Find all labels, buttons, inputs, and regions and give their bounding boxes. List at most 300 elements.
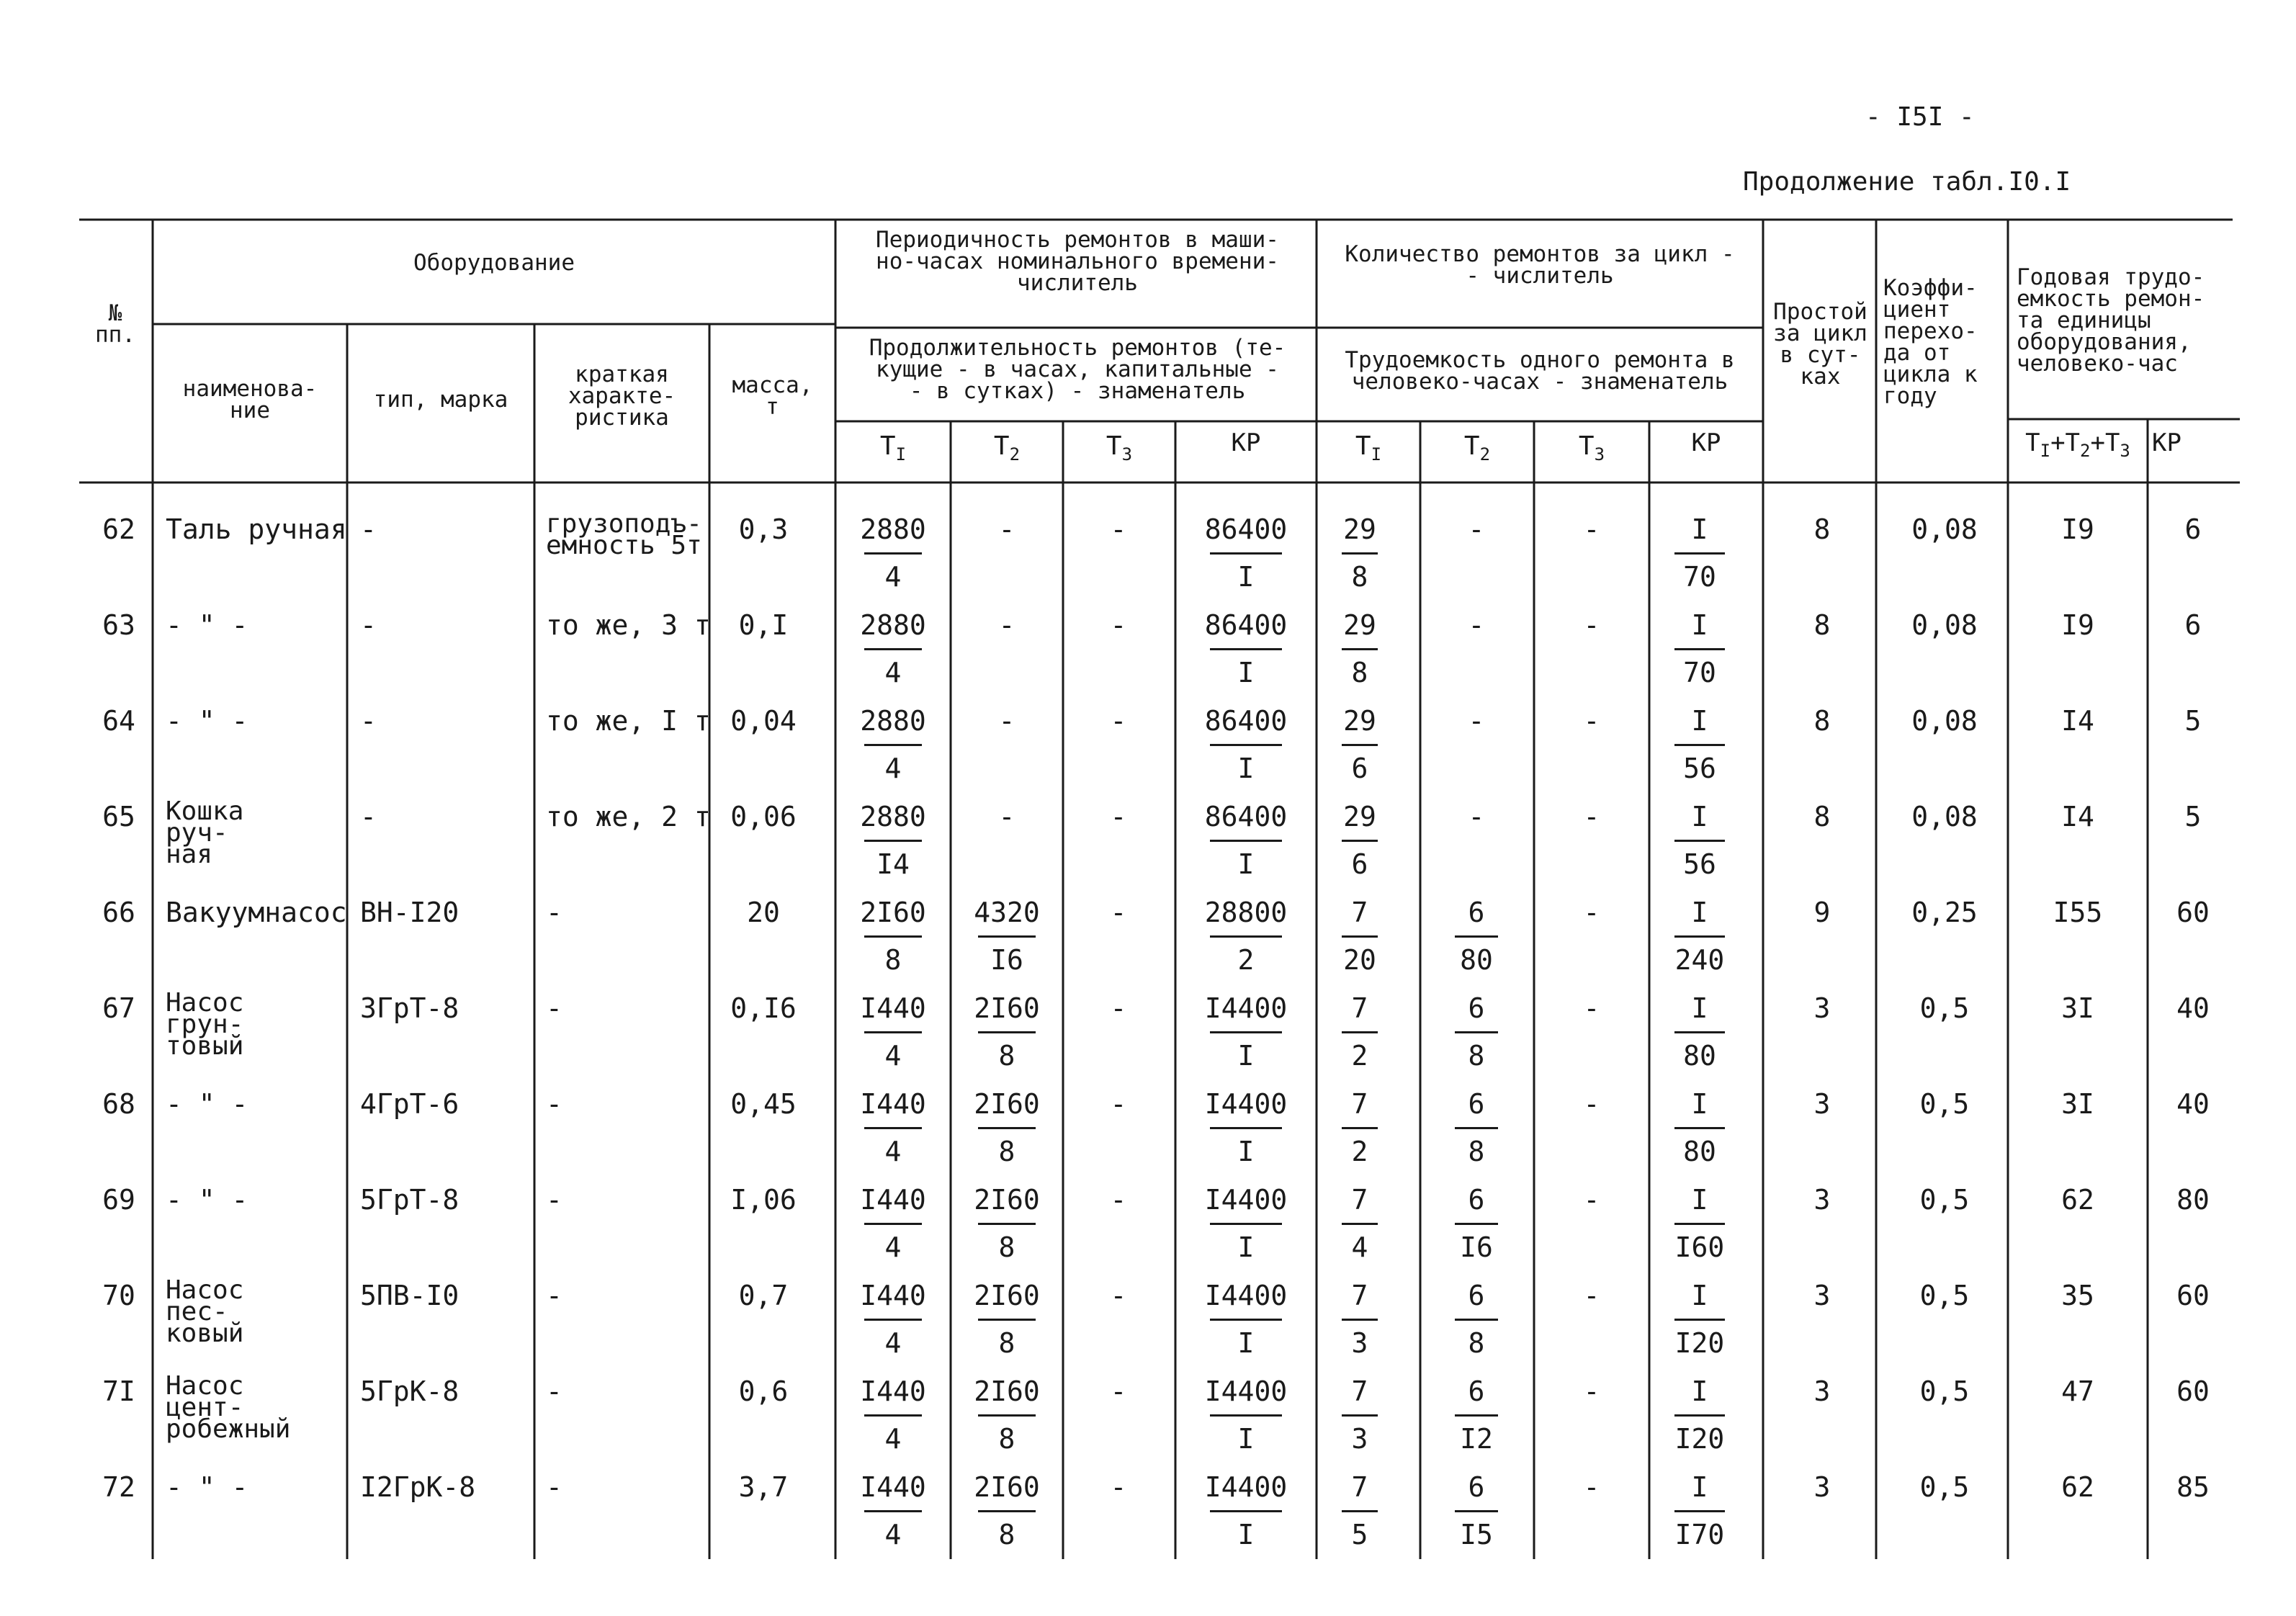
fraction-denominator: 80: [1683, 1040, 1716, 1072]
fraction-bar: [1210, 840, 1282, 842]
fraction-denominator: I: [1237, 1519, 1255, 1550]
cell-text: -: [1110, 1375, 1127, 1407]
fraction-denominator: I: [1237, 1231, 1255, 1263]
cell-text: -: [1110, 1184, 1127, 1216]
fraction-bar: [864, 935, 922, 938]
cell-text: I55: [2053, 897, 2103, 928]
fraction-numerator: I440: [860, 1375, 926, 1407]
cell-text: 3I: [2061, 992, 2094, 1024]
cell-text: -: [1110, 992, 1127, 1024]
cell-text: Насос цент- робежный: [166, 1371, 291, 1444]
fraction-numerator: 2880: [860, 801, 926, 832]
fraction-numerator: 7: [1351, 897, 1368, 928]
fraction-numerator: 4320: [974, 897, 1040, 928]
cell-text: 0,I: [738, 609, 789, 641]
cell-text: 60: [2176, 897, 2210, 928]
fraction-denominator: I: [1237, 848, 1255, 880]
fraction-denominator: 4: [884, 753, 902, 784]
cell-text: -: [1110, 705, 1127, 737]
fraction-bar: [1674, 840, 1725, 842]
cell-text: -: [546, 1088, 562, 1120]
fraction-numerator: I440: [860, 1280, 926, 1311]
fraction-bar: [1210, 1414, 1282, 1417]
fraction-denominator: I: [1237, 753, 1255, 784]
cell-text: 3: [1813, 1088, 1831, 1120]
fraction-bar: [1342, 840, 1378, 842]
cell-text: то же, I т: [546, 705, 711, 737]
fraction-numerator: 2880: [860, 609, 926, 641]
fraction-bar: [1455, 935, 1498, 938]
fraction-bar: [978, 1510, 1036, 1512]
fraction-bar: [1674, 1414, 1725, 1417]
cell-text: I4: [2061, 705, 2094, 737]
fraction-bar: [864, 648, 922, 650]
fraction-bar: [1342, 1031, 1378, 1033]
cell-text: 0,25: [1911, 897, 1978, 928]
cell-text: 0,08: [1911, 609, 1978, 641]
cell-text: Таль ручная: [166, 513, 347, 545]
cell-text: 7I: [102, 1375, 135, 1407]
cell-text: 3,7: [738, 1471, 789, 1503]
fraction-bar: [1674, 648, 1725, 650]
fraction-bar: [1342, 935, 1378, 938]
cell-text: 69: [102, 1184, 135, 1216]
cell-text: 3: [1813, 1280, 1831, 1311]
fraction-denominator: 2: [1351, 1136, 1368, 1167]
cell-text: 0,7: [738, 1280, 789, 1311]
fraction-denominator: 5: [1351, 1519, 1368, 1550]
cell-text: грузоподъ- емность 5т: [546, 509, 702, 560]
fraction-denominator: I: [1237, 1136, 1255, 1167]
header-number: № пп.: [95, 300, 135, 348]
cell-text: 72: [102, 1471, 135, 1503]
fraction-denominator: I6: [1460, 1231, 1493, 1263]
fraction-numerator: 86400: [1204, 801, 1288, 832]
cell-text: 0,5: [1919, 1375, 1970, 1407]
fraction-numerator: I4400: [1204, 1375, 1288, 1407]
fraction-numerator: 2I60: [860, 897, 926, 928]
fraction-numerator: 86400: [1204, 513, 1288, 545]
cell-text: I4: [2061, 801, 2094, 832]
fraction-bar: [1674, 1031, 1725, 1033]
cell-text: 9: [1813, 897, 1831, 928]
fraction-bar: [864, 744, 922, 746]
cell-text: -: [360, 609, 377, 641]
fraction-denominator: 70: [1683, 561, 1716, 593]
fraction-denominator: 70: [1683, 657, 1716, 688]
fraction-bar: [1674, 1319, 1725, 1321]
fraction-denominator: 3: [1351, 1327, 1368, 1359]
fraction-denominator: 20: [1343, 944, 1376, 976]
cell-text: -: [998, 801, 1015, 832]
fraction-numerator: I440: [860, 1184, 926, 1216]
fraction-numerator: I: [1691, 1280, 1708, 1311]
fraction-numerator: I440: [860, 1471, 926, 1503]
fraction-numerator: I4400: [1204, 1471, 1288, 1503]
header-period-t1: $T_I$: [879, 431, 907, 465]
cell-text: 40: [2176, 992, 2210, 1024]
fraction-numerator: 29: [1343, 801, 1376, 832]
fraction-bar: [864, 840, 922, 842]
cell-text: - " -: [166, 705, 248, 737]
cell-text: 62: [2061, 1184, 2094, 1216]
fraction-denominator: 8: [998, 1327, 1015, 1359]
cell-text: 66: [102, 897, 135, 928]
fraction-numerator: 6: [1468, 1471, 1485, 1503]
fraction-bar: [1210, 1031, 1282, 1033]
cell-text: -: [1110, 897, 1127, 928]
cell-text: 0,5: [1919, 1471, 1970, 1503]
fraction-denominator: I: [1237, 1040, 1255, 1072]
cell-text: I2ГрК-8: [360, 1471, 476, 1503]
cell-text: -: [1468, 513, 1485, 545]
cell-text: -: [546, 897, 562, 928]
header-count-kr: КР: [1691, 428, 1721, 457]
cell-text: -: [546, 1375, 562, 1407]
fraction-numerator: I: [1691, 1375, 1708, 1407]
cell-text: 5: [2184, 801, 2202, 832]
cell-text: -: [1110, 513, 1127, 545]
fraction-numerator: 7: [1351, 1375, 1368, 1407]
header-annual-kr: КР: [2152, 428, 2181, 457]
fraction-bar: [1674, 1510, 1725, 1512]
fraction-bar: [864, 1127, 922, 1129]
fraction-denominator: 56: [1683, 848, 1716, 880]
fraction-numerator: I: [1691, 705, 1708, 737]
fraction-numerator: 7: [1351, 1184, 1368, 1216]
cell-text: 0,5: [1919, 1280, 1970, 1311]
fraction-numerator: 29: [1343, 609, 1376, 641]
fraction-denominator: 8: [998, 1423, 1015, 1455]
header-coefficient: Коэффи- циент перехо- да от цикла к году: [1883, 275, 1978, 409]
fraction-bar: [1674, 744, 1725, 746]
cell-text: - " -: [166, 1471, 248, 1503]
fraction-bar: [864, 1319, 922, 1321]
fraction-denominator: 8: [1351, 561, 1368, 593]
fraction-bar: [864, 1510, 922, 1512]
cell-text: ВН-I20: [360, 897, 459, 928]
fraction-bar: [1210, 744, 1282, 746]
fraction-bar: [1455, 1223, 1498, 1225]
fraction-numerator: I440: [860, 1088, 926, 1120]
fraction-denominator: I: [1237, 1423, 1255, 1455]
cell-text: 8: [1813, 801, 1831, 832]
fraction-denominator: 4: [884, 561, 902, 593]
cell-text: 0,I6: [730, 992, 797, 1024]
cell-text: -: [1583, 1088, 1600, 1120]
cell-text: 40: [2176, 1088, 2210, 1120]
header-count: Количество ремонтов за цикл - - числитель: [1345, 241, 1735, 289]
cell-text: 63: [102, 609, 135, 641]
fraction-bar: [978, 1127, 1036, 1129]
cell-text: -: [1583, 705, 1600, 737]
cell-text: 0,08: [1911, 801, 1978, 832]
cell-text: 47: [2061, 1375, 2094, 1407]
fraction-numerator: I: [1691, 609, 1708, 641]
fraction-bar: [864, 1414, 922, 1417]
header-annual-sum: $T_I+T_2+T_3$: [2025, 428, 2130, 461]
fraction-bar: [1674, 935, 1725, 938]
fraction-bar: [1210, 552, 1282, 555]
fraction-bar: [1342, 744, 1378, 746]
cell-text: 3: [1813, 1184, 1831, 1216]
fraction-denominator: 240: [1674, 944, 1725, 976]
cell-text: Вакуумнасос: [166, 897, 347, 928]
fraction-denominator: 8: [998, 1231, 1015, 1263]
cell-text: -: [546, 1471, 562, 1503]
cell-text: 3: [1813, 992, 1831, 1024]
header-name: наименова- ние: [182, 376, 318, 423]
cell-text: 0,5: [1919, 992, 1970, 1024]
header-period-t3: $T_3$: [1106, 431, 1133, 465]
fraction-numerator: 2I60: [974, 1088, 1040, 1120]
fraction-numerator: 2880: [860, 705, 926, 737]
cell-text: 0,5: [1919, 1184, 1970, 1216]
fraction-numerator: 2I60: [974, 992, 1040, 1024]
fraction-numerator: I4400: [1204, 1184, 1288, 1216]
fraction-bar: [1674, 1223, 1725, 1225]
cell-text: 62: [2061, 1471, 2094, 1503]
fraction-bar: [1210, 648, 1282, 650]
cell-text: 5ГрК-8: [360, 1375, 459, 1407]
fraction-bar: [1674, 1127, 1725, 1129]
fraction-bar: [1210, 935, 1282, 938]
fraction-bar: [1455, 1510, 1498, 1512]
fraction-denominator: 8: [884, 944, 902, 976]
cell-text: 0,08: [1911, 705, 1978, 737]
fraction-denominator: 2: [1351, 1040, 1368, 1072]
cell-text: 6: [2184, 513, 2202, 545]
cell-text: 85: [2176, 1471, 2210, 1503]
fraction-denominator: 4: [884, 1519, 902, 1550]
fraction-numerator: 6: [1468, 1088, 1485, 1120]
cell-text: 0,6: [738, 1375, 789, 1407]
cell-text: 0,45: [730, 1088, 797, 1120]
fraction-bar: [1210, 1223, 1282, 1225]
cell-text: -: [1468, 801, 1485, 832]
fraction-bar: [978, 1223, 1036, 1225]
fraction-numerator: 28800: [1204, 897, 1288, 928]
fraction-bar: [1342, 648, 1378, 650]
fraction-numerator: I4400: [1204, 992, 1288, 1024]
fraction-numerator: 2I60: [974, 1471, 1040, 1503]
table-caption: Продолжение табл.I0.I: [1743, 167, 2071, 197]
fraction-denominator: I60: [1674, 1231, 1725, 1263]
cell-text: 4ГрТ-6: [360, 1088, 459, 1120]
fraction-numerator: I: [1691, 1184, 1708, 1216]
cell-text: 65: [102, 801, 135, 832]
cell-text: 5ГрТ-8: [360, 1184, 459, 1216]
cell-text: -: [360, 513, 377, 545]
fraction-numerator: 29: [1343, 705, 1376, 737]
cell-text: I9: [2061, 609, 2094, 641]
fraction-denominator: 6: [1351, 848, 1368, 880]
fraction-numerator: 6: [1468, 1184, 1485, 1216]
cell-text: -: [360, 801, 377, 832]
cell-text: I,06: [730, 1184, 797, 1216]
fraction-bar: [864, 552, 922, 555]
header-annual: Годовая трудо- емкость ремон- та единицы оборудования, человеко-час: [2017, 264, 2205, 377]
fraction-denominator: I70: [1674, 1519, 1725, 1550]
header-characteristic: краткая характе- ристика: [568, 362, 676, 431]
fraction-numerator: I: [1691, 1088, 1708, 1120]
cell-text: Кошка руч- ная: [166, 796, 244, 869]
fraction-bar: [978, 1414, 1036, 1417]
cell-text: -: [1583, 1184, 1600, 1216]
cell-text: -: [1110, 801, 1127, 832]
fraction-numerator: 7: [1351, 1471, 1368, 1503]
fraction-bar: [1455, 1127, 1498, 1129]
header-downtime: Простой за цикл в сут- ках: [1773, 299, 1867, 390]
cell-text: -: [546, 992, 562, 1024]
fraction-numerator: 86400: [1204, 609, 1288, 641]
fraction-denominator: I5: [1460, 1519, 1493, 1550]
cell-text: 35: [2061, 1280, 2094, 1311]
cell-text: -: [998, 705, 1015, 737]
cell-text: -: [1110, 1088, 1127, 1120]
fraction-numerator: I4400: [1204, 1088, 1288, 1120]
fraction-numerator: 86400: [1204, 705, 1288, 737]
cell-text: 0,3: [738, 513, 789, 545]
cell-text: -: [1110, 1280, 1127, 1311]
fraction-numerator: I: [1691, 513, 1708, 545]
fraction-denominator: 2: [1237, 944, 1255, 976]
cell-text: -: [1583, 1471, 1600, 1503]
fraction-denominator: 8: [998, 1136, 1015, 1167]
fraction-bar: [1342, 552, 1378, 555]
cell-text: 3I: [2061, 1088, 2094, 1120]
fraction-denominator: 4: [1351, 1231, 1368, 1263]
cell-text: 60: [2176, 1375, 2210, 1407]
fraction-denominator: 8: [1351, 657, 1368, 688]
cell-text: Насос грун- товый: [166, 988, 244, 1061]
fraction-denominator: 56: [1683, 753, 1716, 784]
fraction-denominator: 80: [1460, 944, 1493, 976]
fraction-bar: [1210, 1319, 1282, 1321]
cell-text: 8: [1813, 705, 1831, 737]
fraction-numerator: I: [1691, 897, 1708, 928]
cell-text: 0,5: [1919, 1088, 1970, 1120]
cell-text: 3ГрТ-8: [360, 992, 459, 1024]
cell-text: 5: [2184, 705, 2202, 737]
cell-text: -: [360, 705, 377, 737]
cell-text: -: [1583, 992, 1600, 1024]
cell-text: 8: [1813, 513, 1831, 545]
cell-text: -: [1583, 1375, 1600, 1407]
cell-text: 0,08: [1911, 513, 1978, 545]
cell-text: то же, 2 т: [546, 801, 711, 832]
cell-text: -: [1583, 609, 1600, 641]
cell-text: 0,04: [730, 705, 797, 737]
fraction-numerator: 2I60: [974, 1375, 1040, 1407]
fraction-denominator: 8: [998, 1519, 1015, 1550]
cell-text: 64: [102, 705, 135, 737]
cell-text: 3: [1813, 1471, 1831, 1503]
header-labor: Трудоемкость одного ремонта в человеко-часах - знаменатель: [1345, 347, 1735, 395]
cell-text: -: [998, 513, 1015, 545]
fraction-numerator: 6: [1468, 897, 1485, 928]
cell-text: Насос пес- ковый: [166, 1275, 244, 1348]
fraction-numerator: I: [1691, 992, 1708, 1024]
fraction-bar: [978, 1031, 1036, 1033]
fraction-denominator: I: [1237, 1327, 1255, 1359]
fraction-denominator: I20: [1674, 1423, 1725, 1455]
fraction-numerator: I: [1691, 801, 1708, 832]
page-number: - I5I -: [1865, 102, 1975, 132]
header-count-t3: $T_3$: [1578, 431, 1605, 465]
cell-text: - " -: [166, 609, 248, 641]
cell-text: 6: [2184, 609, 2202, 641]
cell-text: 70: [102, 1280, 135, 1311]
cell-text: 67: [102, 992, 135, 1024]
cell-text: 62: [102, 513, 135, 545]
fraction-denominator: 4: [884, 1231, 902, 1263]
fraction-denominator: I6: [990, 944, 1023, 976]
cell-text: 68: [102, 1088, 135, 1120]
fraction-numerator: 7: [1351, 1280, 1368, 1311]
header-equipment: Оборудование: [413, 250, 575, 276]
fraction-denominator: 8: [1468, 1327, 1485, 1359]
cell-text: 3: [1813, 1375, 1831, 1407]
fraction-numerator: 2880: [860, 513, 926, 545]
header-duration: Продолжительность ремонтов (те- кущие - в часах, капитальные - - в сутках) - знаменатель: [869, 335, 1286, 404]
cell-text: -: [546, 1280, 562, 1311]
header-periodicity: Периодичность ремонтов в маши- но-часах номинального времени- числитель: [876, 227, 1279, 296]
fraction-numerator: 6: [1468, 1375, 1485, 1407]
fraction-bar: [1210, 1510, 1282, 1512]
cell-text: 0,06: [730, 801, 797, 832]
cell-text: -: [1110, 1471, 1127, 1503]
fraction-denominator: 8: [1468, 1136, 1485, 1167]
cell-text: то же, 3 т: [546, 609, 711, 641]
cell-text: -: [1583, 897, 1600, 928]
fraction-numerator: I440: [860, 992, 926, 1024]
fraction-denominator: 4: [884, 1136, 902, 1167]
cell-text: -: [546, 1184, 562, 1216]
fraction-denominator: I20: [1674, 1327, 1725, 1359]
fraction-numerator: I4400: [1204, 1280, 1288, 1311]
fraction-bar: [1342, 1319, 1378, 1321]
cell-text: -: [1583, 513, 1600, 545]
cell-text: 60: [2176, 1280, 2210, 1311]
fraction-numerator: 6: [1468, 1280, 1485, 1311]
fraction-denominator: I4: [876, 848, 910, 880]
fraction-bar: [978, 935, 1036, 938]
fraction-numerator: 7: [1351, 992, 1368, 1024]
fraction-numerator: I: [1691, 1471, 1708, 1503]
fraction-denominator: I2: [1460, 1423, 1493, 1455]
cell-text: 20: [747, 897, 780, 928]
fraction-bar: [1342, 1414, 1378, 1417]
header-period-t2: $T_2$: [993, 431, 1021, 465]
fraction-bar: [978, 1319, 1036, 1321]
cell-text: - " -: [166, 1088, 248, 1120]
cell-text: -: [1110, 609, 1127, 641]
fraction-bar: [1342, 1127, 1378, 1129]
fraction-bar: [1455, 1319, 1498, 1321]
fraction-numerator: 29: [1343, 513, 1376, 545]
fraction-bar: [864, 1223, 922, 1225]
fraction-numerator: 6: [1468, 992, 1485, 1024]
fraction-denominator: 4: [884, 1040, 902, 1072]
fraction-bar: [1455, 1414, 1498, 1417]
cell-text: 8: [1813, 609, 1831, 641]
fraction-denominator: 4: [884, 657, 902, 688]
fraction-denominator: I: [1237, 561, 1255, 593]
header-mass: масса, т: [732, 372, 813, 420]
fraction-bar: [1342, 1510, 1378, 1512]
fraction-numerator: 2I60: [974, 1184, 1040, 1216]
